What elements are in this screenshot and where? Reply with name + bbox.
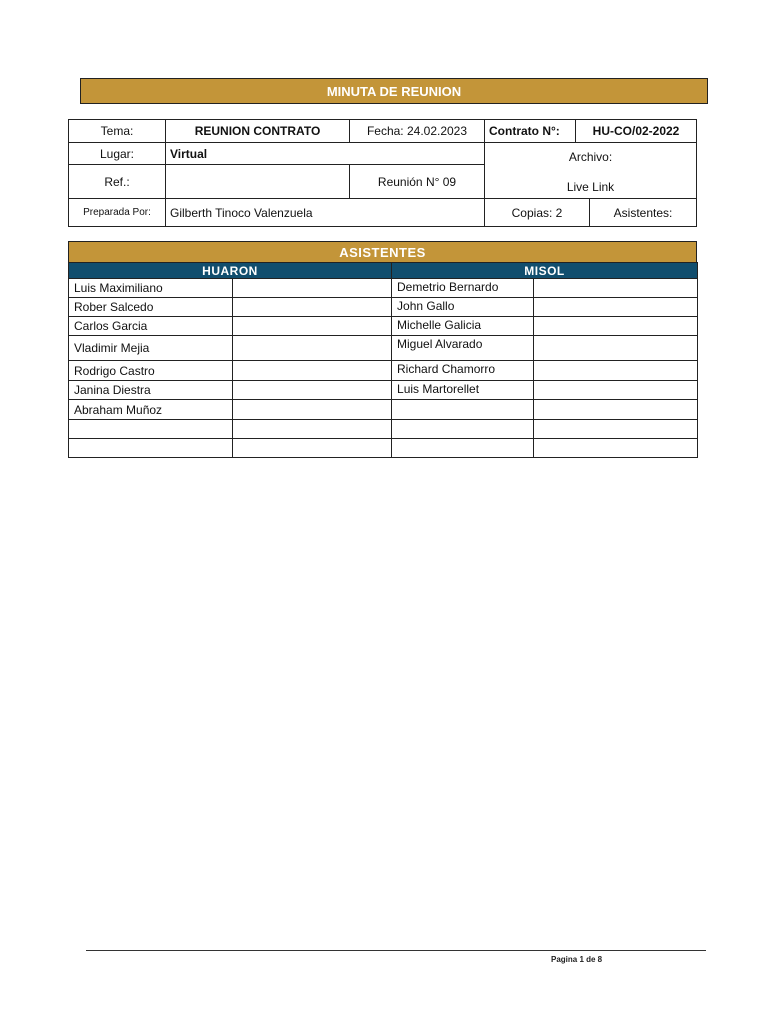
huaron-attendee-name	[69, 439, 233, 458]
huaron-attendee-name: Abraham Muñoz	[69, 400, 233, 420]
reunion-number: Reunión N° 09	[350, 165, 485, 199]
misol-attendee-name: Richard Chamorro	[392, 361, 534, 381]
asistentes-label: Asistentes:	[590, 199, 697, 227]
contrato-label: Contrato N°:	[485, 120, 576, 143]
lugar-value: Virtual	[166, 143, 485, 165]
huaron-blank-cell	[233, 336, 392, 361]
archivo-label: Archivo:	[568, 149, 613, 164]
attendee-row	[69, 298, 698, 317]
huaron-blank-cell	[233, 381, 392, 400]
misol-attendee-name: John Gallo	[392, 298, 534, 317]
attendee-row	[69, 317, 698, 336]
huaron-attendee-name: Rober Salcedo	[69, 298, 233, 317]
misol-blank-cell	[534, 439, 698, 458]
misol-blank-cell	[534, 400, 698, 420]
attendee-row	[69, 400, 698, 420]
misol-attendee-name	[392, 439, 534, 458]
huaron-attendee-name: Vladimir Mejia	[69, 336, 233, 361]
attendee-row	[69, 279, 698, 298]
huaron-attendee-name: Janina Diestra	[69, 381, 233, 400]
misol-blank-cell	[534, 361, 698, 381]
ref-label: Ref.:	[69, 165, 166, 199]
contrato-value: HU-CO/02-2022	[576, 120, 697, 143]
huaron-blank-cell	[233, 420, 392, 439]
attendees-header: ASISTENTES	[68, 241, 697, 262]
huaron-blank-cell	[233, 279, 392, 298]
huaron-attendee-name: Luis Maximiliano	[69, 279, 233, 298]
huaron-blank-cell	[233, 298, 392, 317]
misol-blank-cell	[534, 420, 698, 439]
misol-attendee-name	[392, 400, 534, 420]
misol-blank-cell	[534, 336, 698, 361]
fecha: Fecha: 24.02.2023	[350, 120, 485, 143]
document-title: MINUTA DE REUNION	[80, 78, 708, 104]
huaron-attendee-name	[69, 420, 233, 439]
archivo-value: Live Link	[566, 179, 615, 194]
misol-attendee-name: Luis Martorellet	[392, 381, 534, 400]
misol-group-header: MISOL	[392, 263, 698, 279]
huaron-blank-cell	[233, 400, 392, 420]
page-number: Pagina 1 de 8	[551, 955, 603, 964]
archivo-cell	[485, 143, 697, 199]
huaron-blank-cell	[233, 317, 392, 336]
ref-value	[166, 165, 350, 199]
huaron-blank-cell	[233, 361, 392, 381]
misol-blank-cell	[534, 381, 698, 400]
misol-attendee-name	[392, 420, 534, 439]
huaron-group-header: HUARON	[69, 263, 392, 279]
footer-divider	[86, 950, 706, 951]
attendee-row	[69, 420, 698, 439]
attendee-row	[69, 361, 698, 381]
misol-blank-cell	[534, 298, 698, 317]
attendee-row	[69, 381, 698, 400]
attendees-table	[68, 262, 698, 458]
copias: Copias: 2	[485, 199, 590, 227]
huaron-blank-cell	[233, 439, 392, 458]
tema-value: REUNION CONTRATO	[166, 120, 350, 143]
huaron-attendee-name: Rodrigo Castro	[69, 361, 233, 381]
lugar-label: Lugar:	[69, 143, 166, 165]
huaron-attendee-name: Carlos Garcia	[69, 317, 233, 336]
misol-blank-cell	[534, 317, 698, 336]
attendee-row	[69, 336, 698, 361]
attendee-row	[69, 439, 698, 458]
misol-attendee-name: Miguel Alvarado	[392, 336, 534, 361]
preparada-label: Preparada Por:	[69, 199, 166, 227]
misol-attendee-name: Demetrio Bernardo	[392, 279, 534, 298]
misol-blank-cell	[534, 279, 698, 298]
tema-label: Tema:	[69, 120, 166, 143]
misol-attendee-name: Michelle Galicia	[392, 317, 534, 336]
meeting-info-table	[68, 119, 697, 227]
preparada-value: Gilberth Tinoco Valenzuela	[166, 199, 485, 227]
